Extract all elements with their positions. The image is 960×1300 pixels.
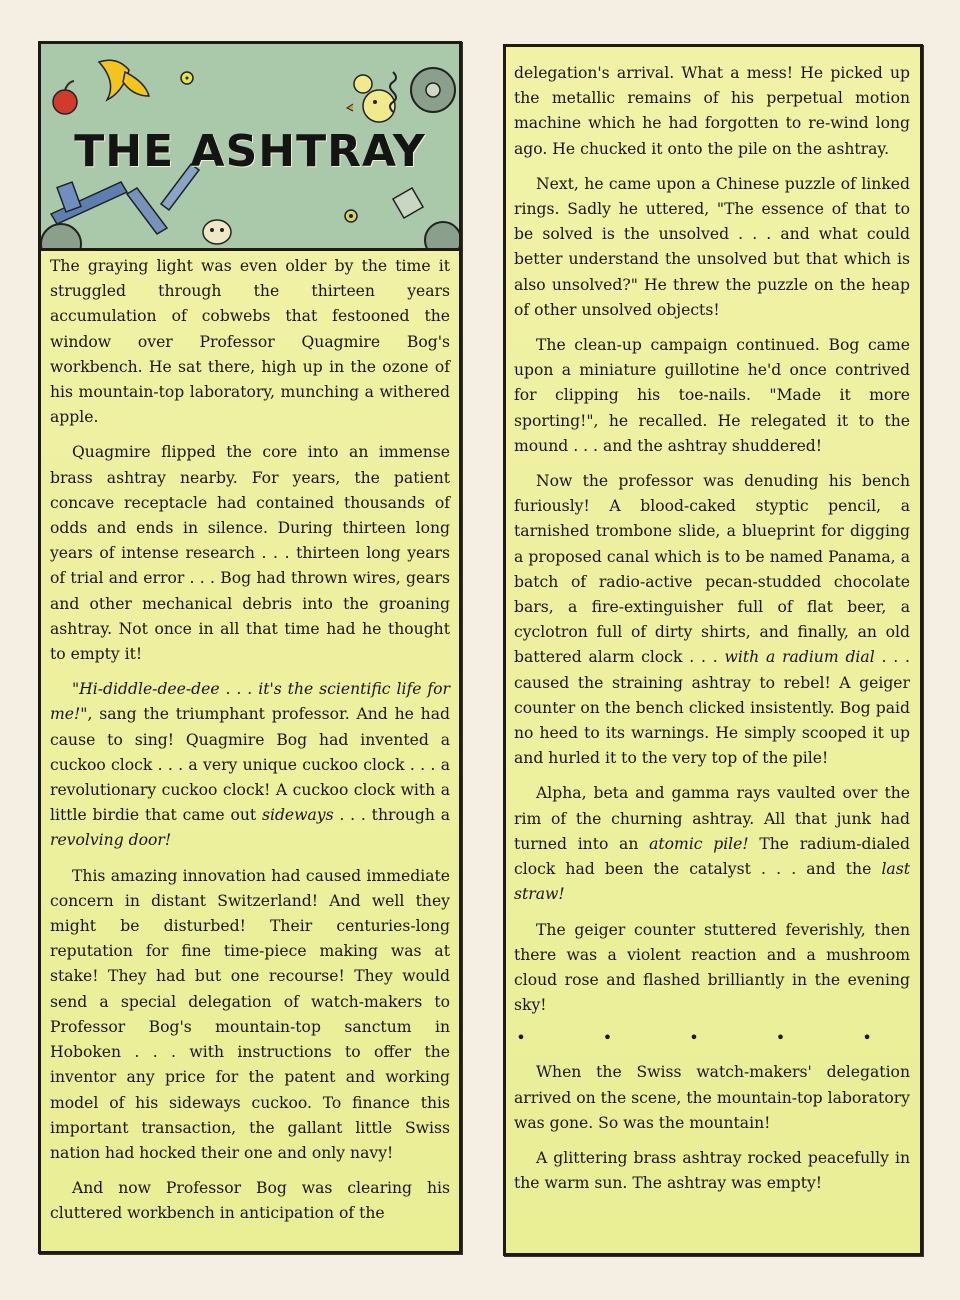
bolt-icon <box>181 72 193 84</box>
paragraph: The geiger counter stuttered feverishly, then there was a violent reaction and a mushroom cloud rose and flashed brilliantly in the evening sky! <box>514 920 910 1015</box>
right-column-text <box>514 61 910 1206</box>
story-title: THE ASHTRAY <box>74 126 426 177</box>
paragraph: A glittering brass ashtray rocked peacefully in the warm sun. The ashtray was empty! <box>514 1148 910 1193</box>
gear-icon <box>41 224 81 248</box>
left-column <box>38 41 462 1254</box>
wrench-icon <box>51 182 127 224</box>
gear-icon <box>425 222 459 248</box>
paragraph: This amazing innovation had caused immediate concern in distant Switzerland! And well they might be disturbed! Their centuries-long reputation for fine time-piece making was at stake! They had but one recourse! They would send a special delegation of watch-makers to Professor Bog's mountain-top sanctum in Hoboken . . . with instructions to offer the inventor any price for the patent and working model of his sideways cuckoo. To finance this important transaction, the gallant little Swiss nation had hocked their one and only navy! <box>50 866 450 1162</box>
paragraph: Alpha, beta and gamma rays vaulted over the rim of the churning ashtray. All that junk had turned into an atomic pile! The radium-dialed clock had been the catalyst . . . and the last straw! <box>514 784 910 904</box>
paragraph: "Hi-diddle-dee-dee . . . it's the scientific life for me!", sang the triumphant professor. And he had cause to sing! Quagmire Bog had invented a cuckoo clock . . . a very unique cuckoo clock . . . a revolutionary cuckoo clock! A cuckoo clock with a little birdie that came out sideways . . . through a revolving door! <box>50 680 450 850</box>
paragraph: Quagmire flipped the core into an immense brass ashtray nearby. For years, the patient concave receptacle had contained thousands of odds and ends in silence. During thirteen long years of intense research . . . thirteen long years of trial and error . . . Bog had thrown wires, gears and other mechanical debris into the groaning ashtray. Not once in all that time had he thought to empty it! <box>50 443 450 664</box>
paragraph: Now the professor was denuding his bench furiously! A blood-caked styptic pencil, a tarnished trombone slide, a blueprint for digging a proposed canal which is to be named Panama, a batch of radio-active pecan-studded chocolate bars, a fire-extinguisher full of flat beer, a cyclotron full of dirty shirts, and finally, an old battered alarm clock . . . with a radium dial . . . caused the straining ashtray to rebel! A geiger counter on the bench clicked insistently. Bog paid no heed to its warnings. He simply scooped it up and hurled it to the very top of the pile! <box>514 472 910 768</box>
banana-peel-icon <box>99 60 149 100</box>
apple-icon <box>53 81 77 114</box>
song-lyric: "Hi-diddle-dee-dee . . . it's the scientific life for me!" <box>50 680 450 724</box>
book-icon <box>393 188 423 218</box>
paragraph: Next, he came upon a Chinese puzzle of linked rings. Sadly he uttered, "The essence of that to be solved is the unsolved . . . and what could better understand the unsolved but that which is also unsolved?" He threw the puzzle on the heap of other unsolved objects! <box>514 174 910 319</box>
paragraph: delegation's arrival. What a mess! He picked up the metallic remains of his perpetual motion machine which he had forgotten to re-wind long ago. He chucked it onto the pile on the ashtray. <box>514 64 910 158</box>
paragraph: The graying light was even older by the time it struggled through the thirteen years accumulation of cobwebs that festooned the window over Professor Quagmire Bog's workbench. He sat there, high up in the ozone of his mountain-top laboratory, munching a withered apple. <box>50 257 450 427</box>
paragraph: And now Professor Bog was clearing his cluttered workbench in anticipation of the <box>50 1179 450 1223</box>
paragraph: When the Swiss watch-makers' delegation arrived on the scene, the mountain-top laboratory was gone. So was the mountain! <box>514 1063 910 1132</box>
bird-icon <box>347 75 395 122</box>
scene-break: • • • • • <box>516 1028 908 1048</box>
left-column-text <box>50 254 450 1237</box>
gear-icon <box>411 68 455 112</box>
skull-icon <box>203 220 231 244</box>
right-column <box>503 44 923 1256</box>
nut-icon <box>345 210 357 222</box>
title-panel <box>41 44 459 251</box>
paragraph: The clean-up campaign continued. Bog came upon a miniature guillotine he'd once contrived for clipping his toe-nails. "Made it more sporting!", he recalled. He relegated it to the mound . . . and the ashtray shuddered! <box>514 336 910 455</box>
